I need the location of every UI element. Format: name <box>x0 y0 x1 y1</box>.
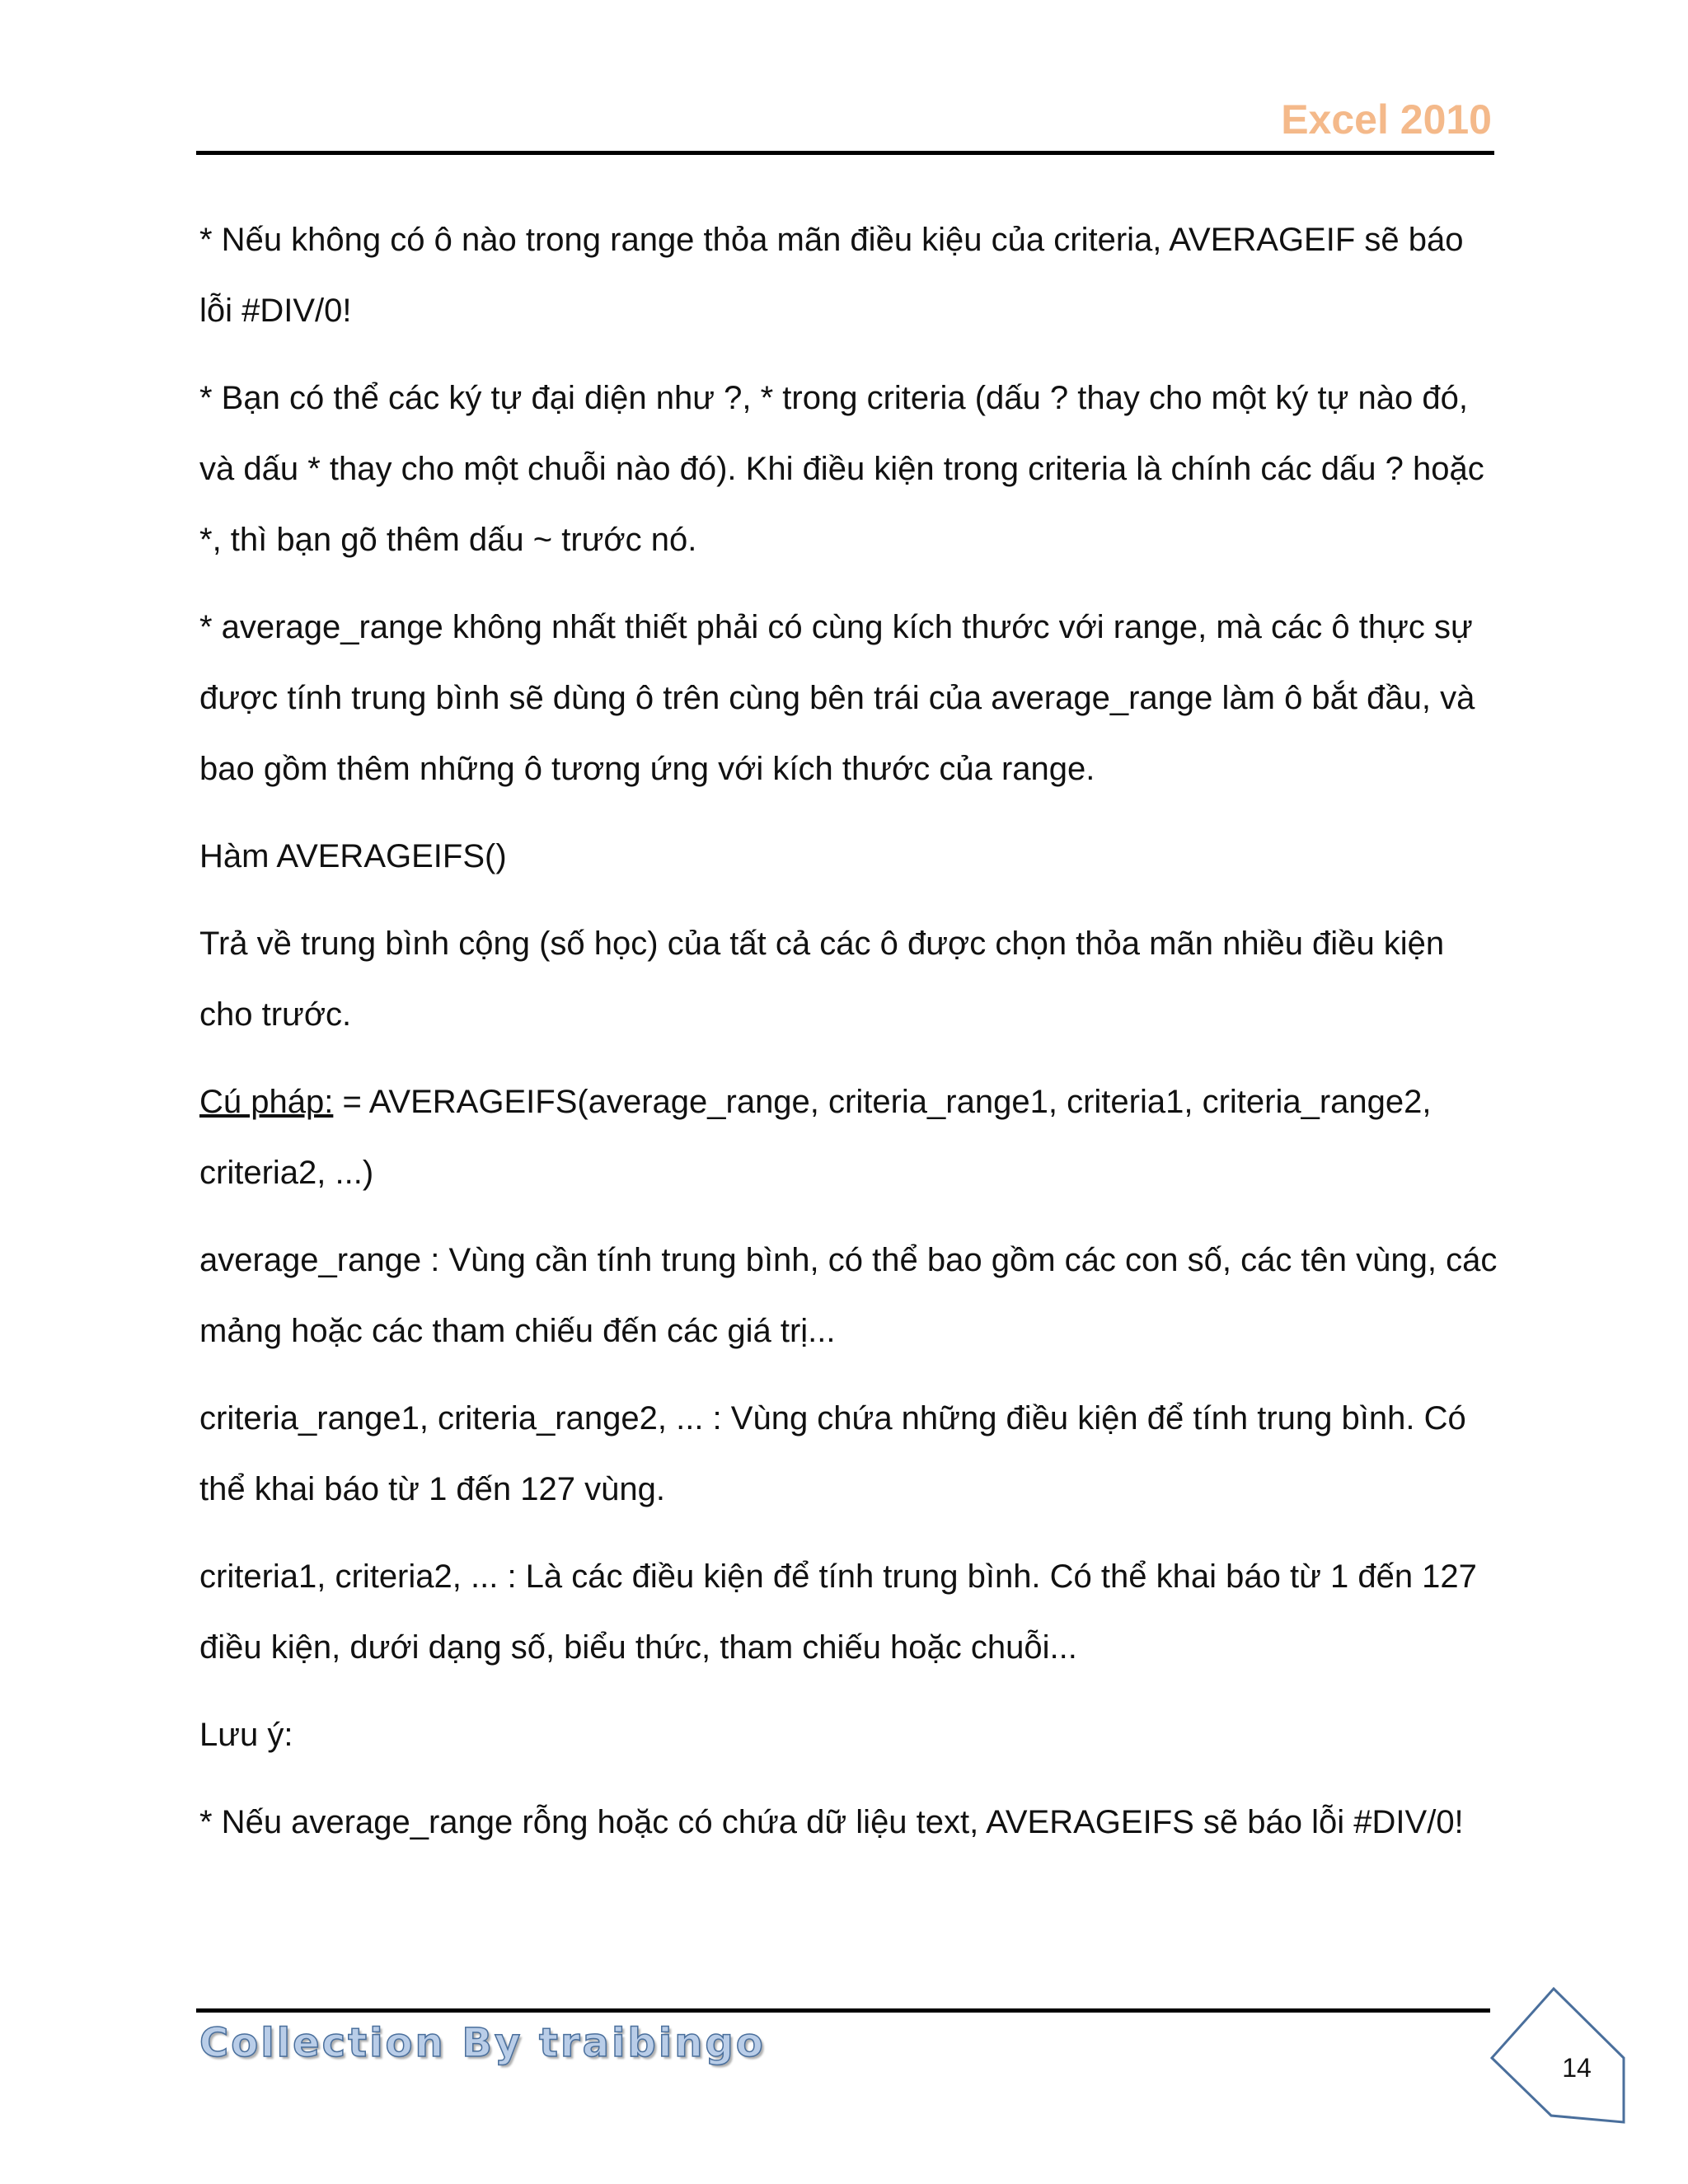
syntax-formula: = AVERAGEIFS(average_range, criteria_range1, criteria1, criteria_range2, criteria2, ...) <box>199 1084 1432 1191</box>
document-body <box>199 204 1498 1874</box>
paragraph-average-range: average_range : Vùng cần tính trung bình, có thể bao gồm các con số, các tên vùng, các mảng hoặc các tham chiếu đến các giá trị... <box>199 1242 1498 1349</box>
header-divider <box>196 151 1494 155</box>
footer-divider <box>196 2008 1490 2013</box>
paragraph-criteria: criteria1, criteria2, ... : Là các điều kiện để tính trung bình. Có thể khai báo từ 1 đến 127 điều kiện, dưới dạng số, biểu thức, tham chiếu hoặc chuỗi... <box>199 1558 1477 1666</box>
paragraph-averageif-no-match: * Nếu không có ô nào trong range thỏa mãn điều kiệu của criteria, AVERAGEIF sẽ báo lỗi #DIV/0! <box>199 222 1464 329</box>
paragraph-syntax <box>199 1066 1498 1208</box>
paragraph-wildcards: * Bạn có thể các ký tự đại diện như ?, * trong criteria (dấu ? thay cho một ký tự nào đó, và dấu * thay cho một chuỗi nào đó). Khi điều kiện trong criteria là chính các dấu ? hoặc *, thì bạn gõ thêm dấu ~ trước nó. <box>199 380 1484 558</box>
paragraph-criteria-range: criteria_range1, criteria_range2, ... : Vùng chứa những điều kiện để tính trung bình. Có thể khai báo từ 1 đến 127 vùng. <box>199 1400 1466 1507</box>
section-heading-averageifs: Hàm AVERAGEIFS() <box>199 838 507 874</box>
paragraph-averageifs-error: * Nếu average_range rỗng hoặc có chứa dữ liệu text, AVERAGEIFS sẽ báo lỗi #DIV/0! <box>199 1804 1464 1840</box>
paragraph-average-range-size: * average_range không nhất thiết phải có cùng kích thước với range, mà các ô thực sự được tính trung bình sẽ dùng ô trên cùng bên trái của average_range làm ô bắt đầu, và bao gồm thêm những ô tương ứng với kích thước của range. <box>199 609 1475 787</box>
footer-brand: Collection By traibingo <box>199 2020 766 2066</box>
notes-heading: Lưu ý: <box>199 1717 293 1753</box>
page-number: 14 <box>1562 2053 1592 2083</box>
paragraph-averageifs-description: Trả về trung bình cộng (số học) của tất cả các ô được chọn thỏa mãn nhiều điều kiện cho trước. <box>199 926 1445 1033</box>
header-title: Excel 2010 <box>1281 96 1492 143</box>
syntax-label: Cú pháp: <box>199 1084 334 1120</box>
